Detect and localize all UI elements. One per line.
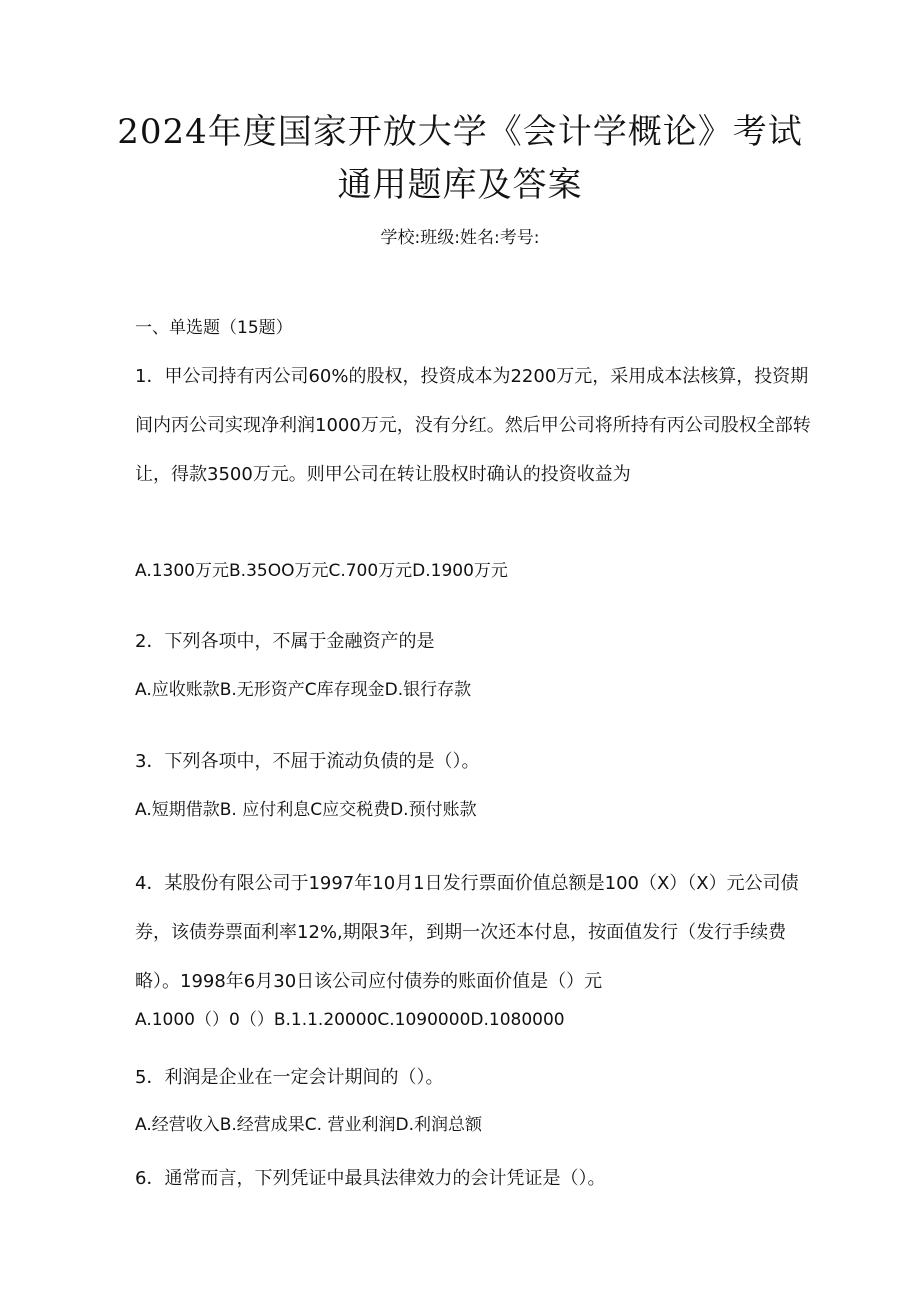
question-2: 2．下列各项中，不属于金融资产的是: [135, 631, 435, 652]
question-3-options: A.短期借款B. 应付利息C应交税费D.预付账款: [135, 800, 477, 820]
question-2-options: A.应收账款B.无形资产C库存现金D.银行存款: [135, 680, 472, 700]
question-5-options: A.经营收入B.经营成果C. 营业利润D.利润总额: [135, 1115, 482, 1135]
question-5: 5．利润是企业在一定会计期间的（）。: [135, 1067, 444, 1088]
question-6: 6．通常而言，下列凭证中最具法律效力的会计凭证是（）。: [135, 1168, 606, 1189]
document-title-line-1: 2024年度国家开放大学《会计学概论》考试: [117, 112, 803, 152]
question-4: 4．某股份有限公司于1997年10月1日发行票面价值总额是100（X）（X）元公司债券，该债券票面利率12%,期限3年，到期一次还本付息，按面值发行（发行手续费略）。1998年6月30日该公司应付债券的账面价值是（）元: [135, 873, 799, 992]
question-3: 3．下列各项中，不屈于流动负债的是（）。: [135, 751, 480, 772]
question-1-options: A.1300万元B.35OO万元C.700万元D.1900万元: [135, 561, 508, 581]
student-info-line: 学校:班级:姓名:考号:: [380, 228, 540, 248]
section-heading: 一、单选题（15题）: [135, 318, 293, 338]
question-4-options: A.1000（）0（）B.1.1.20000C.1090000D.1080000: [135, 1010, 565, 1030]
document-title-line-2: 通用题库及答案: [337, 165, 583, 205]
question-1: 1．甲公司持有丙公司60%的股权，投资成本为2200万元，采用成本法核算，投资期间内丙公司实现净利润1000万元，没有分红。然后甲公司将所持有丙公司股权全部转让，得款3500万元。则甲公司在转让股权时确认的投资收益为: [135, 366, 811, 485]
